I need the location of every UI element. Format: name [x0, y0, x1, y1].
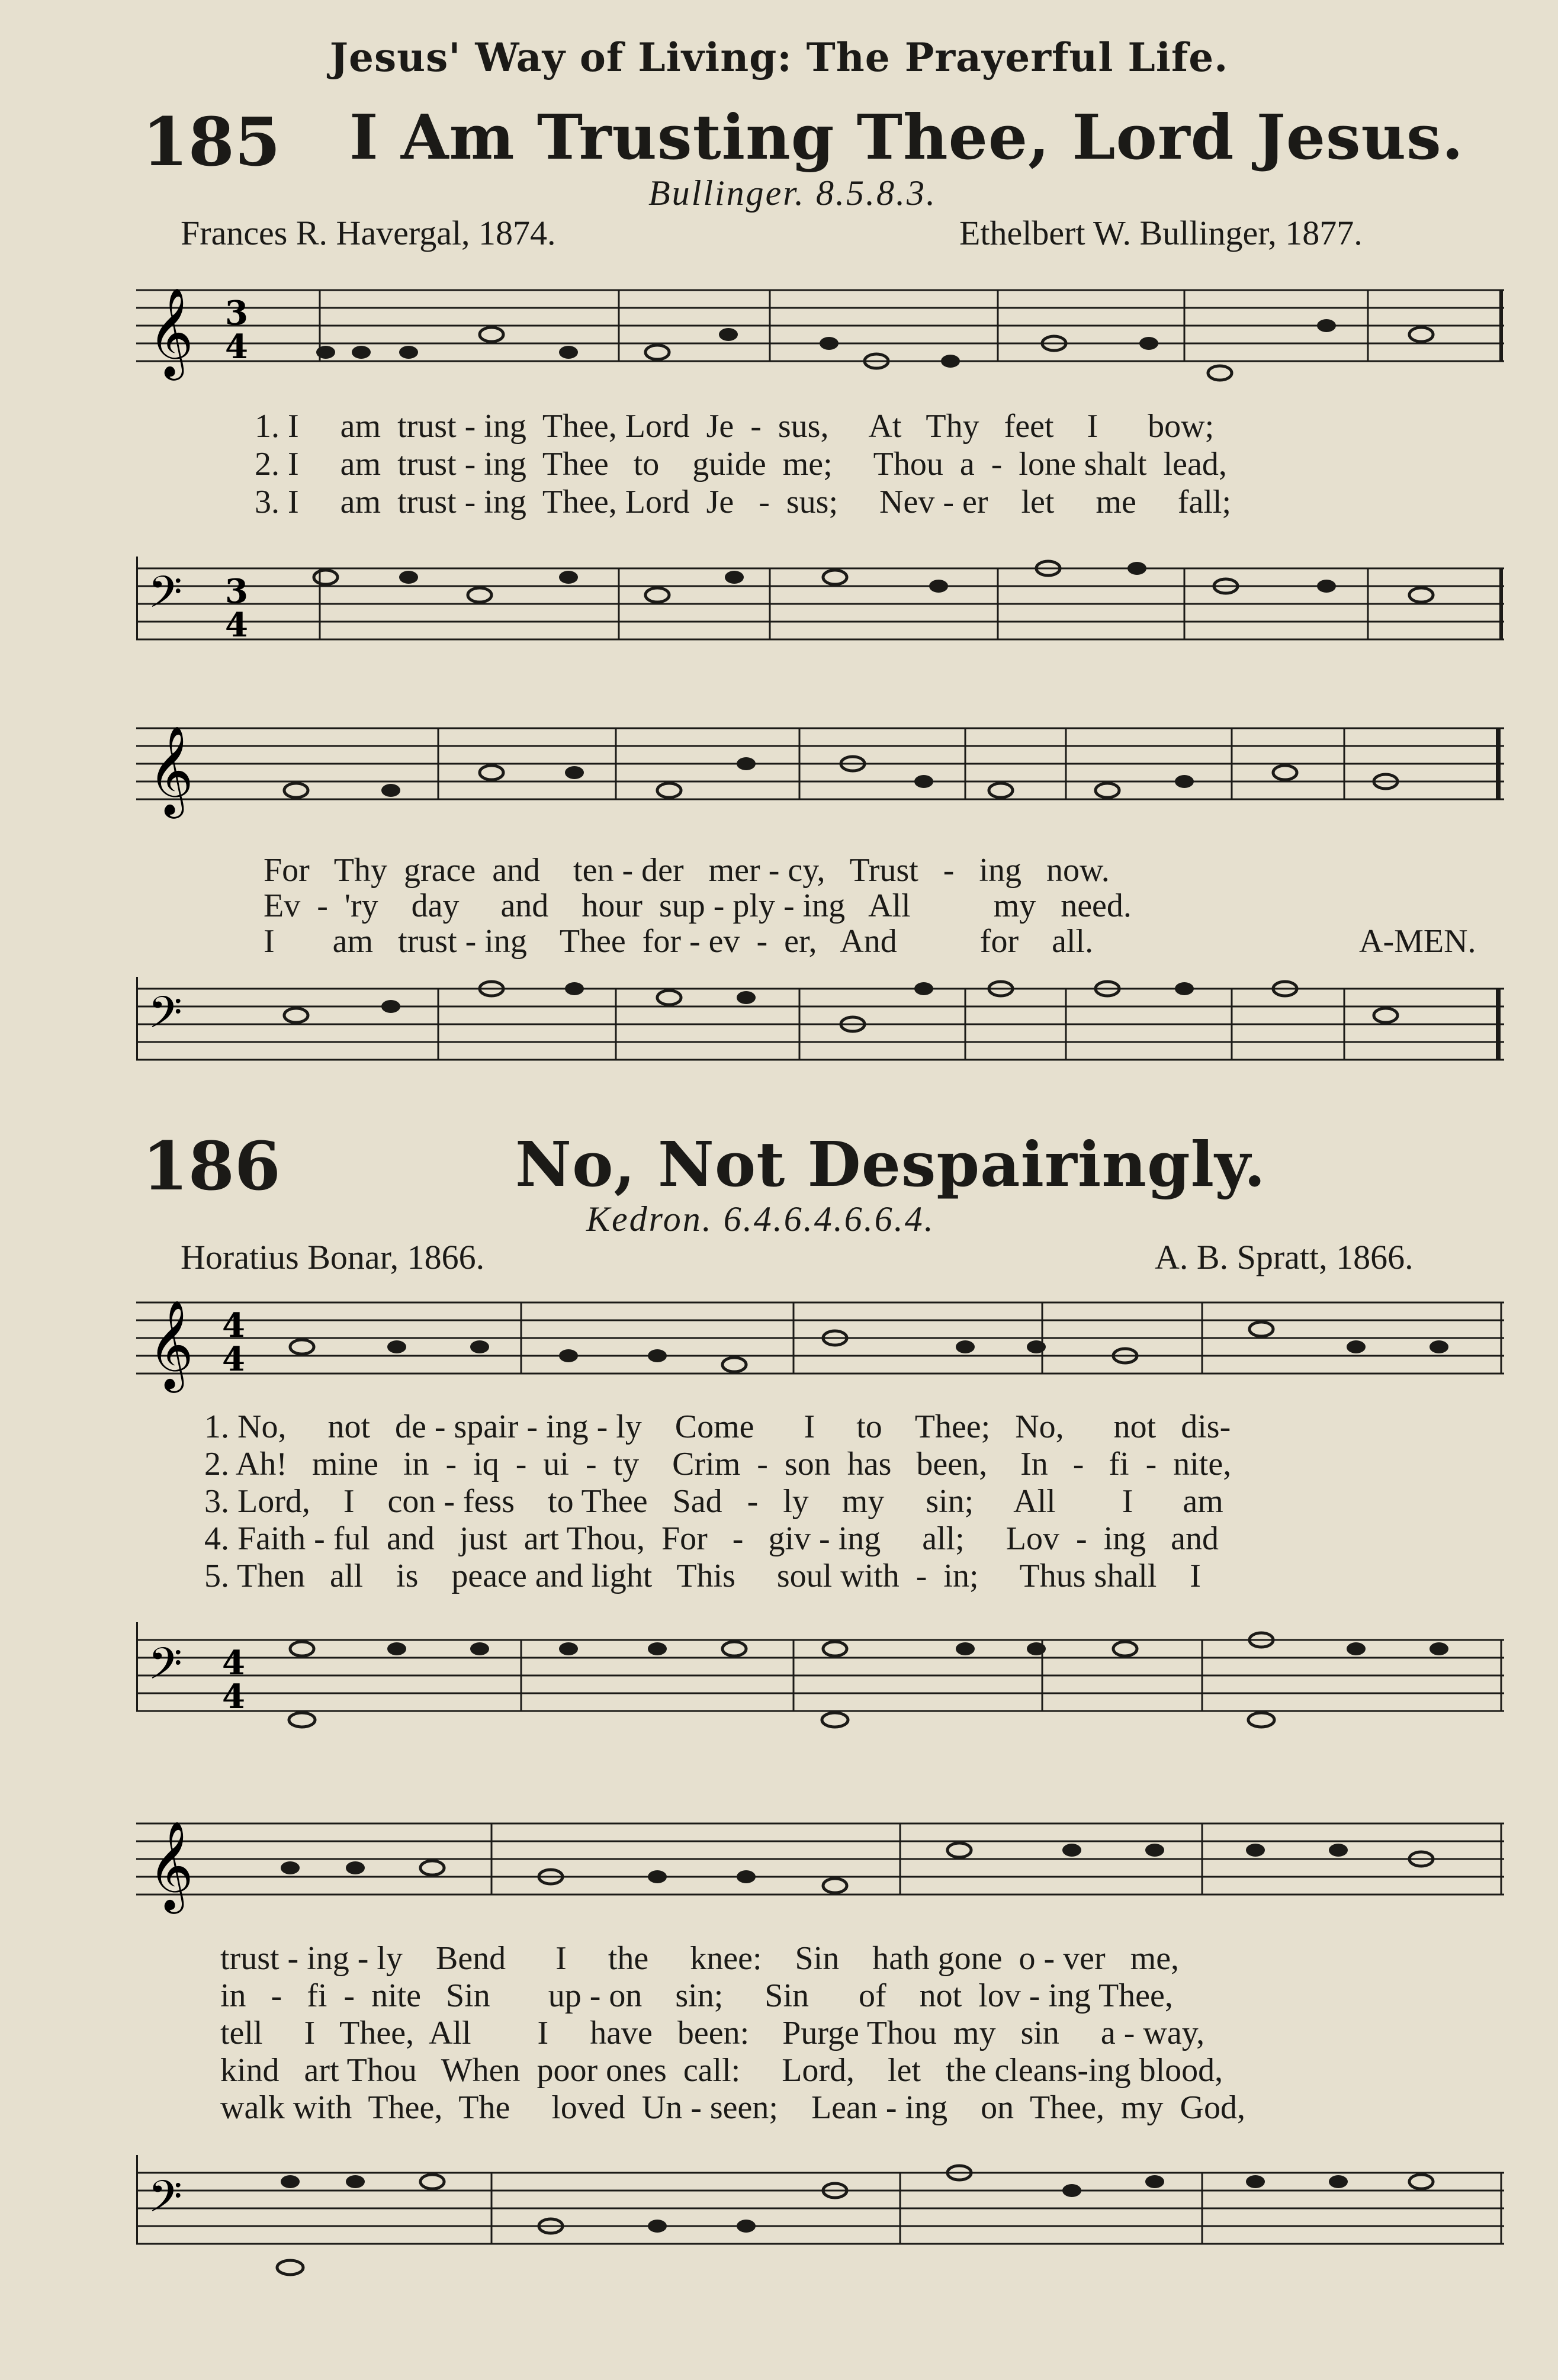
svg-text:4: 4 — [225, 327, 248, 366]
verse-line-4: 4. Faith - ful and just art Thou, For - giv - ing all; Lov - ing and — [204, 1520, 1219, 1557]
bass-staff — [136, 2155, 1510, 2291]
svg-text:𝄢: 𝄢 — [148, 567, 182, 629]
svg-text:4: 4 — [222, 1644, 245, 1683]
treble-staff — [136, 1285, 1510, 1403]
svg-text:𝄢: 𝄢 — [148, 1638, 182, 1700]
hymn-title: No, Not Despairingly. — [515, 1128, 1266, 1201]
verse-line-3: 3. Lord, I con - fess to Thee Sad - ly my sin; All I am — [204, 1483, 1223, 1520]
verse-line-3: I am trust - ing Thee for - ev - er, And for all. — [264, 923, 1094, 960]
svg-text:4: 4 — [222, 1677, 245, 1716]
verse-line-1: trust - ing - ly Bend I the knee: Sin hath gone o - ver me, — [220, 1940, 1180, 1977]
hymn-number: 186 — [142, 1128, 281, 1205]
verse-line-2: Ev - 'ry day and hour sup - ply - ing All my need. — [264, 887, 1132, 924]
verse-line-4: kind art Thou When poor ones call: Lord, let the cleans-ing blood, — [220, 2052, 1223, 2089]
bass-staff — [136, 977, 1510, 1107]
verse-line-2: in - fi - nite Sin up - on sin; Sin of not lov - ing Thee, — [220, 1977, 1173, 2014]
svg-text:𝄢: 𝄢 — [148, 987, 182, 1049]
svg-text:4: 4 — [222, 1340, 245, 1379]
svg-text:𝄞: 𝄞 — [148, 1299, 194, 1389]
bass-staff — [136, 557, 1510, 675]
svg-text:𝄞: 𝄞 — [148, 725, 194, 815]
svg-text:𝄞: 𝄞 — [148, 287, 194, 377]
tune-name: Bullinger. 8.5.8.3. — [648, 173, 937, 213]
verse-line-1: 1. I am trust - ing Thee, Lord Je - sus, At Thy feet I bow; — [255, 408, 1215, 445]
svg-text:𝄞: 𝄞 — [148, 1820, 194, 1910]
svg-text:4: 4 — [225, 606, 248, 645]
svg-text:3: 3 — [225, 572, 248, 611]
verse-line-2: 2. I am trust - ing Thee to guide me; Thou a - lone shalt lead, — [255, 446, 1227, 483]
svg-text:4: 4 — [222, 1306, 245, 1345]
verse-line-5: 5. Then all is peace and light This soul with - in; Thus shall I — [204, 1558, 1201, 1594]
bass-staff — [136, 1622, 1510, 1758]
verse-line-1: 1. No, not de - spair - ing - ly Come I to Thee; No, not dis- — [204, 1408, 1231, 1445]
svg-text:𝄢: 𝄢 — [148, 2171, 182, 2233]
hymn-number: 185 — [142, 104, 281, 181]
verse-line-3: tell I Thee, All I have been: Purge Thou my sin a - way, — [220, 2015, 1205, 2051]
treble-staff — [136, 705, 1510, 823]
tune-name: Kedron. 6.4.6.4.6.6.4. — [586, 1199, 935, 1239]
treble-staff — [136, 278, 1510, 385]
author-credit: Frances R. Havergal, 1874. — [181, 214, 556, 252]
hymn-title: I Am Trusting Thee, Lord Jesus. — [349, 101, 1464, 173]
verse-line-2: 2. Ah! mine in - iq - ui - ty Crim - son has been, In - fi - nite, — [204, 1446, 1232, 1482]
author-credit: Horatius Bonar, 1866. — [181, 1238, 485, 1276]
composer-credit: Ethelbert W. Bullinger, 1877. — [959, 214, 1363, 252]
svg-text:3: 3 — [225, 294, 248, 333]
page-header: Jesus' Way of Living: The Prayerful Life. — [329, 34, 1229, 81]
verse-line-5: walk with Thee, The loved Un - seen; Lean - ing on Thee, my God, — [220, 2089, 1245, 2126]
composer-credit: A. B. Spratt, 1866. — [1155, 1238, 1414, 1276]
amen-label: A-MEN. — [1359, 923, 1476, 960]
verse-line-3: 3. I am trust - ing Thee, Lord Je - sus; Nev - er let me fall; — [255, 484, 1232, 520]
verse-line-1: For Thy grace and ten - der mer - cy, Trust - ing now. — [264, 852, 1110, 889]
treble-staff — [136, 1800, 1510, 1918]
